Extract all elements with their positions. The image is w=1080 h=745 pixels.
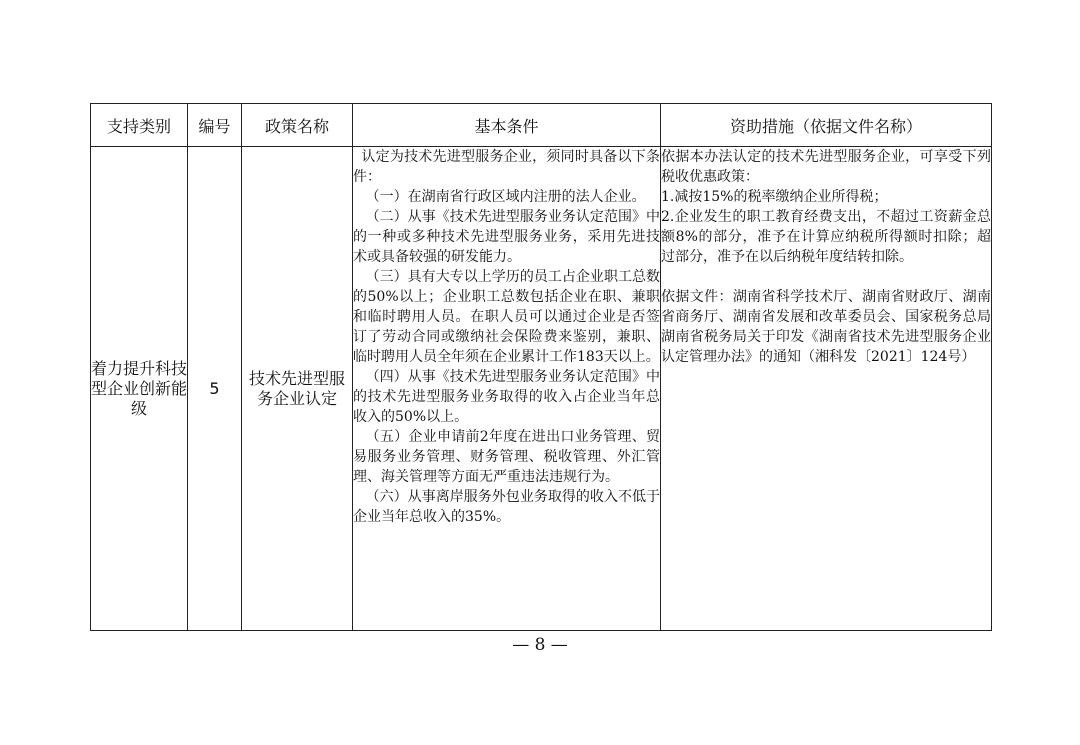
cell-measures (661, 147, 992, 631)
measure-item: 1.减按15%的税率缴纳企业所得税； (661, 189, 888, 205)
cell-policy-name: 技术先进型服务企业认定 (242, 147, 353, 631)
condition-item: （五）企业申请前2年度在进出口业务管理、贸易服务业务管理、财务管理、税收管理、外汇管理、海关管理等方面无严重违法违规行为。 (353, 429, 660, 485)
measure-item: 2.企业发生的职工教育经费支出，不超过工资薪金总额8%的部分，准予在计算应纳税所得额时扣除；超过部分，准予在以后纳税年度结转扣除。 (661, 209, 991, 265)
condition-item: （一）在湖南省行政区域内注册的法人企业。 (365, 189, 646, 205)
condition-item: （四）从事《技术先进型服务业务认定范围》中的技术先进型服务业务取得的收入占企业当年总收入的50%以上。 (353, 369, 660, 425)
condition-item: （二）从事《技术先进型服务业务认定范围》中的一种或多种技术先进型服务业务，采用先进技术或具备较强的研发能力。 (353, 209, 660, 265)
table-header-row (91, 104, 992, 147)
header-measures: 资助措施（依据文件名称） (661, 104, 992, 147)
cell-number: 5 (188, 147, 242, 631)
header-category: 支持类别 (91, 104, 188, 147)
condition-item: （三）具有大专以上学历的员工占企业职工总数的50%以上；企业职工总数包括企业在职、兼职和临时聘用人员。在职人员可以通过企业是否签订了劳动合同或缴纳社会保险费来鉴别，兼职、临时聘用人员全年须在企业累计工作183天以上。 (353, 269, 660, 365)
cell-conditions (353, 147, 661, 631)
header-conditions: 基本条件 (353, 104, 661, 147)
cell-category: 着力提升科技型企业创新能级 (91, 147, 188, 631)
measures-basis: 依据文件：湖南省科学技术厅、湖南省财政厅、湖南省商务厅、湖南省发展和改革委员会、国家税务总局湖南省税务局关于印发《湖南省技术先进型服务企业认定管理办法》的通知（湘科发〔2021〕124号） (661, 289, 991, 365)
measures-intro: 依据本办法认定的技术先进型服务企业，可享受下列税收优惠政策： (661, 149, 991, 185)
header-policy-name: 政策名称 (242, 104, 353, 147)
policy-table (90, 103, 992, 631)
condition-item: （六）从事离岸服务外包业务取得的收入不低于企业当年总收入的35%。 (353, 489, 660, 525)
page-number: — 8 — (512, 635, 568, 655)
paragraph-gap (661, 267, 991, 287)
header-number: 编号 (188, 104, 242, 147)
condition-intro: 认定为技术先进型服务企业，须同时具备以下条件： (353, 149, 660, 185)
table-row (91, 147, 992, 631)
